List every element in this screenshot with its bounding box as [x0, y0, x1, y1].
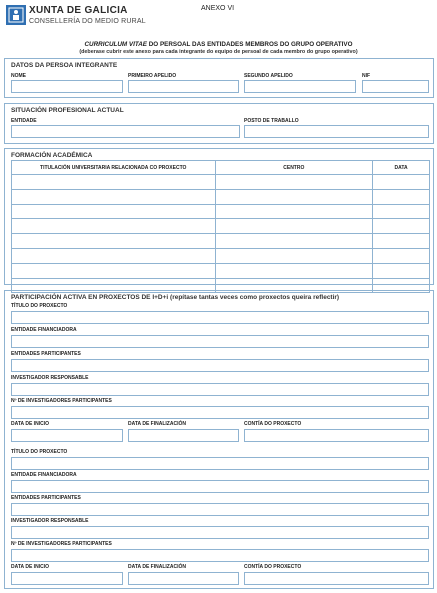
position-label: POSTO DE TRABALLO — [244, 118, 299, 124]
section-title: SITUACIÓN PROFESIONAL ACTUAL — [11, 107, 124, 114]
funding-entity-field[interactable] — [11, 480, 429, 493]
annex-label: ANEXO VI — [201, 5, 235, 12]
researchers-count-field[interactable] — [11, 406, 429, 419]
name-label: NOME — [11, 73, 26, 79]
start-date-field[interactable] — [11, 572, 123, 585]
degree-cell[interactable] — [12, 204, 216, 219]
project-title-label: TÍTULO DO PROXECTO — [11, 303, 68, 309]
nif-label: NIF — [362, 73, 371, 79]
lead-researcher-field[interactable] — [11, 383, 429, 396]
degree-cell[interactable] — [12, 263, 216, 278]
column-header-date: DATA — [373, 161, 430, 175]
center-cell[interactable] — [215, 175, 373, 190]
participating-entities-field[interactable] — [11, 359, 429, 372]
second-surname-field[interactable] — [244, 80, 356, 93]
document-title-italic: CURRICULUM VITAE — [84, 41, 147, 48]
end-date-field[interactable] — [128, 572, 239, 585]
entity-label: ENTIDADE — [11, 118, 37, 124]
start-date-label: DATA DE INICIO — [11, 421, 49, 427]
end-date-label: DATA DE FINALIZACIÓN — [128, 564, 186, 570]
researchers-count-label: Nº DE INVESTIGADORES PARTICIPANTES — [11, 398, 112, 404]
document-title-rest: DO PERSOAL DAS ENTIDADES MEMBROS DO GRUPO OPERATIVO — [147, 41, 353, 48]
center-cell[interactable] — [215, 219, 373, 234]
table-header-row — [12, 161, 430, 175]
table-row — [12, 189, 430, 204]
column-header-degree: TITULACIÓN UNIVERSITARIA RELACIONADA CO PROXECTO — [12, 161, 216, 175]
degree-cell[interactable] — [12, 189, 216, 204]
funding-entity-label: ENTIDADE FINANCIADORA — [11, 327, 77, 333]
researchers-count-field[interactable] — [11, 549, 429, 562]
xunta-galicia-logo-icon — [6, 5, 26, 25]
date-cell[interactable] — [373, 204, 430, 219]
project-amount-label: CONTÍA DO PROXECTO — [244, 421, 302, 427]
date-cell[interactable] — [373, 189, 430, 204]
degree-cell[interactable] — [12, 219, 216, 234]
table-row — [12, 263, 430, 278]
center-cell[interactable] — [215, 234, 373, 249]
name-field[interactable] — [11, 80, 123, 93]
first-surname-field[interactable] — [128, 80, 239, 93]
participating-entities-label: ENTIDADES PARTICIPANTES — [11, 351, 81, 357]
end-date-label: DATA DE FINALIZACIÓN — [128, 421, 186, 427]
degree-cell[interactable] — [12, 175, 216, 190]
organization-name: XUNTA DE GALICIA — [29, 5, 128, 16]
project-title-field[interactable] — [11, 457, 429, 470]
researchers-count-label: Nº DE INVESTIGADORES PARTICIPANTES — [11, 541, 112, 547]
table-row — [12, 248, 430, 263]
date-cell[interactable] — [373, 219, 430, 234]
date-cell[interactable] — [373, 234, 430, 249]
table-row — [12, 219, 430, 234]
column-header-center: CENTRO — [215, 161, 373, 175]
section-title: PARTICIPACIÓN ACTIVA EN PROXECTOS DE I+D+i (repítase tantas veces como proxectos queira reflectir) — [11, 294, 340, 301]
start-date-label: DATA DE INICIO — [11, 564, 49, 570]
table-row — [12, 175, 430, 190]
lead-researcher-field[interactable] — [11, 526, 429, 539]
project-amount-label: CONTÍA DO PROXECTO — [244, 564, 302, 570]
table-row — [12, 204, 430, 219]
center-cell[interactable] — [215, 263, 373, 278]
center-cell[interactable] — [215, 204, 373, 219]
degree-cell[interactable] — [12, 248, 216, 263]
department-name: CONSELLERÍA DO MEDIO RURAL — [29, 18, 146, 25]
degree-cell[interactable] — [12, 234, 216, 249]
lead-researcher-label: INVESTIGADOR RESPONSABLE — [11, 518, 89, 524]
section-title: FORMACIÓN ACADÉMICA — [11, 152, 93, 159]
participating-entities-label: ENTIDADES PARTICIPANTES — [11, 495, 81, 501]
date-cell[interactable] — [373, 175, 430, 190]
academic-training-section — [4, 148, 434, 285]
personal-data-section — [4, 58, 434, 98]
document-instructions: (deberase cubrir este anexo para cada integrante do equipo de persoal de cada membro do grupo operativo) — [79, 49, 358, 55]
project-title-label: TÍTULO DO PROXECTO — [11, 449, 68, 455]
project-amount-field[interactable] — [244, 572, 429, 585]
table-row — [12, 234, 430, 249]
document-title — [0, 41, 437, 48]
end-date-field[interactable] — [128, 429, 239, 442]
center-cell[interactable] — [215, 189, 373, 204]
funding-entity-label: ENTIDADE FINANCIADORA — [11, 472, 77, 478]
section-title: DATOS DA PERSOA INTEGRANTE — [11, 62, 118, 69]
entity-field[interactable] — [11, 125, 240, 138]
start-date-field[interactable] — [11, 429, 123, 442]
lead-researcher-label: INVESTIGADOR RESPONSABLE — [11, 375, 89, 381]
date-cell[interactable] — [373, 263, 430, 278]
participating-entities-field[interactable] — [11, 503, 429, 516]
nif-field[interactable] — [362, 80, 429, 93]
project-amount-field[interactable] — [244, 429, 429, 442]
funding-entity-field[interactable] — [11, 335, 429, 348]
professional-situation-section — [4, 103, 434, 144]
project-title-field[interactable] — [11, 311, 429, 324]
first-surname-label: PRIMEIRO APELIDO — [128, 73, 177, 79]
center-cell[interactable] — [215, 248, 373, 263]
research-projects-section — [4, 290, 434, 589]
position-field[interactable] — [244, 125, 429, 138]
date-cell[interactable] — [373, 248, 430, 263]
education-table — [11, 160, 430, 293]
second-surname-label: SEGUNDO APELIDO — [244, 73, 293, 79]
